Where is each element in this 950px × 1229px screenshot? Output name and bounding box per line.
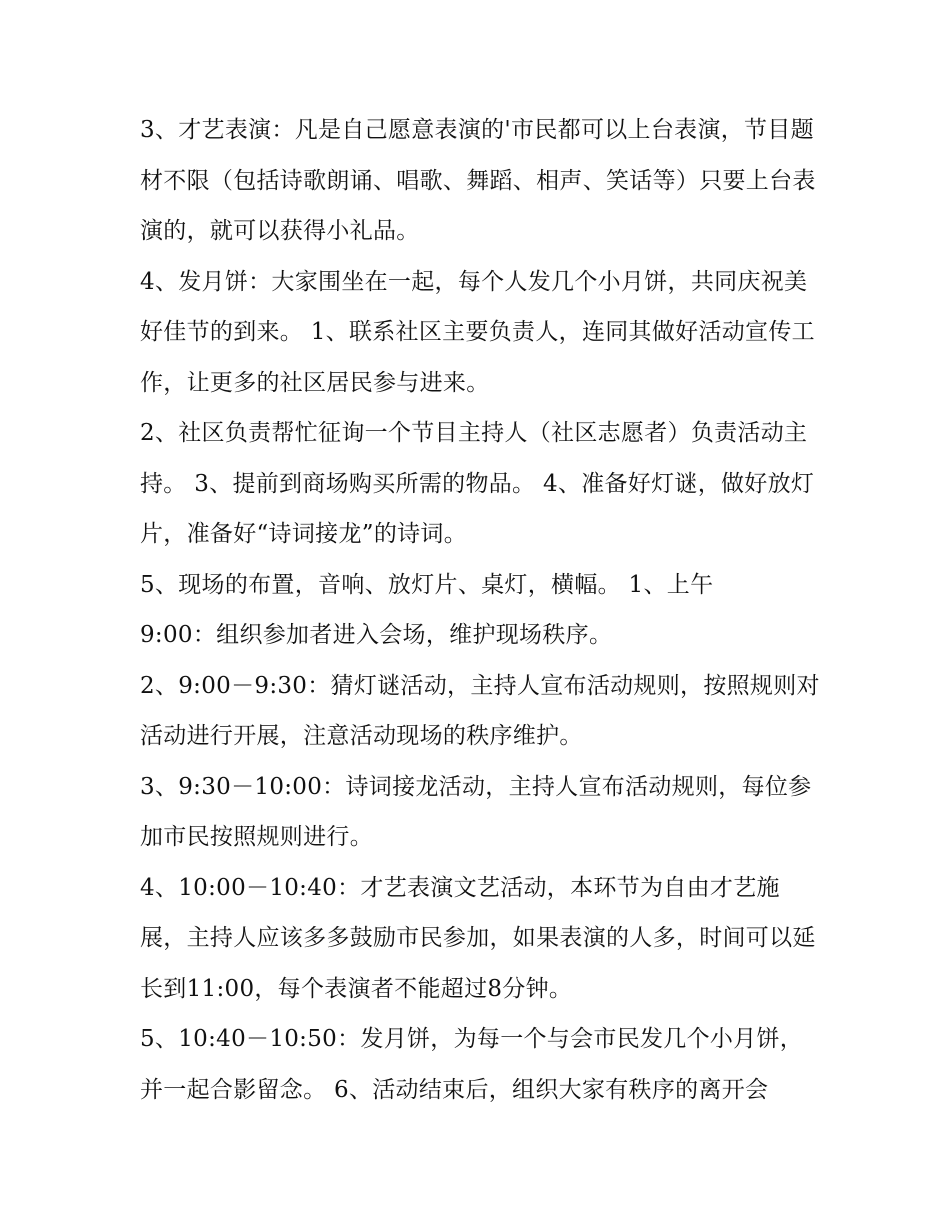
paragraph-host-supplies: 2、社区负责帮忙征询一个节目主持人（社区志愿者）负责活动主持。 3、提前到商场购买所需的物品。 4、准备好灯谜，做好放灯片，准备好“诗词接龙”的诗词。: [140, 420, 815, 547]
paragraph-performance: 3、才艺表演：凡是自己愿意表演的'市民都可以上台表演，节目题材不限（包括诗歌朗诵、唱歌、舞蹈、相声、笑话等）只要上台表演的，就可以获得小礼品。: [140, 117, 816, 244]
paragraph-closing: 5、10:40－10:50：发月饼，为每一个与会市民发几个小月饼，并一起合影留念。 6、活动结束后，组织大家有秩序的离开会: [140, 1026, 804, 1103]
paragraph-poetry-relay: 3、9:30－10:00：诗词接龙活动，主持人宣布活动规则，每位参加市民按照规则进行。: [140, 773, 812, 850]
paragraph-mooncakes-preparation: 4、发月饼：大家围坐在一起，每个人发几个小月饼，共同庆祝美好佳节的到来。 1、联系社区主要负责人，连同其做好活动宣传工作，让更多的社区居民参与进来。: [140, 268, 815, 396]
paragraph-lantern-riddles: 2、9:00－9:30：猜灯谜活动，主持人宣布活动规则，按照规则对活动进行开展，注意活动现场的秩序维护。: [140, 672, 820, 749]
paragraph-talent-show: 4、10:00－10:40：才艺表演文艺活动，本环节为自由才艺施展，主持人应该多多鼓励市民参加，如果表演的人多，时间可以延长到11:00，每个表演者不能超过8分钟。: [140, 874, 816, 1002]
document-body: [140, 105, 820, 1115]
paragraph-venue-setup: 5、现场的布置，音响、放灯片、桌灯，横幅。 1、上午 9:00：组织参加者进入会场，维护现场秩序。: [140, 571, 714, 648]
